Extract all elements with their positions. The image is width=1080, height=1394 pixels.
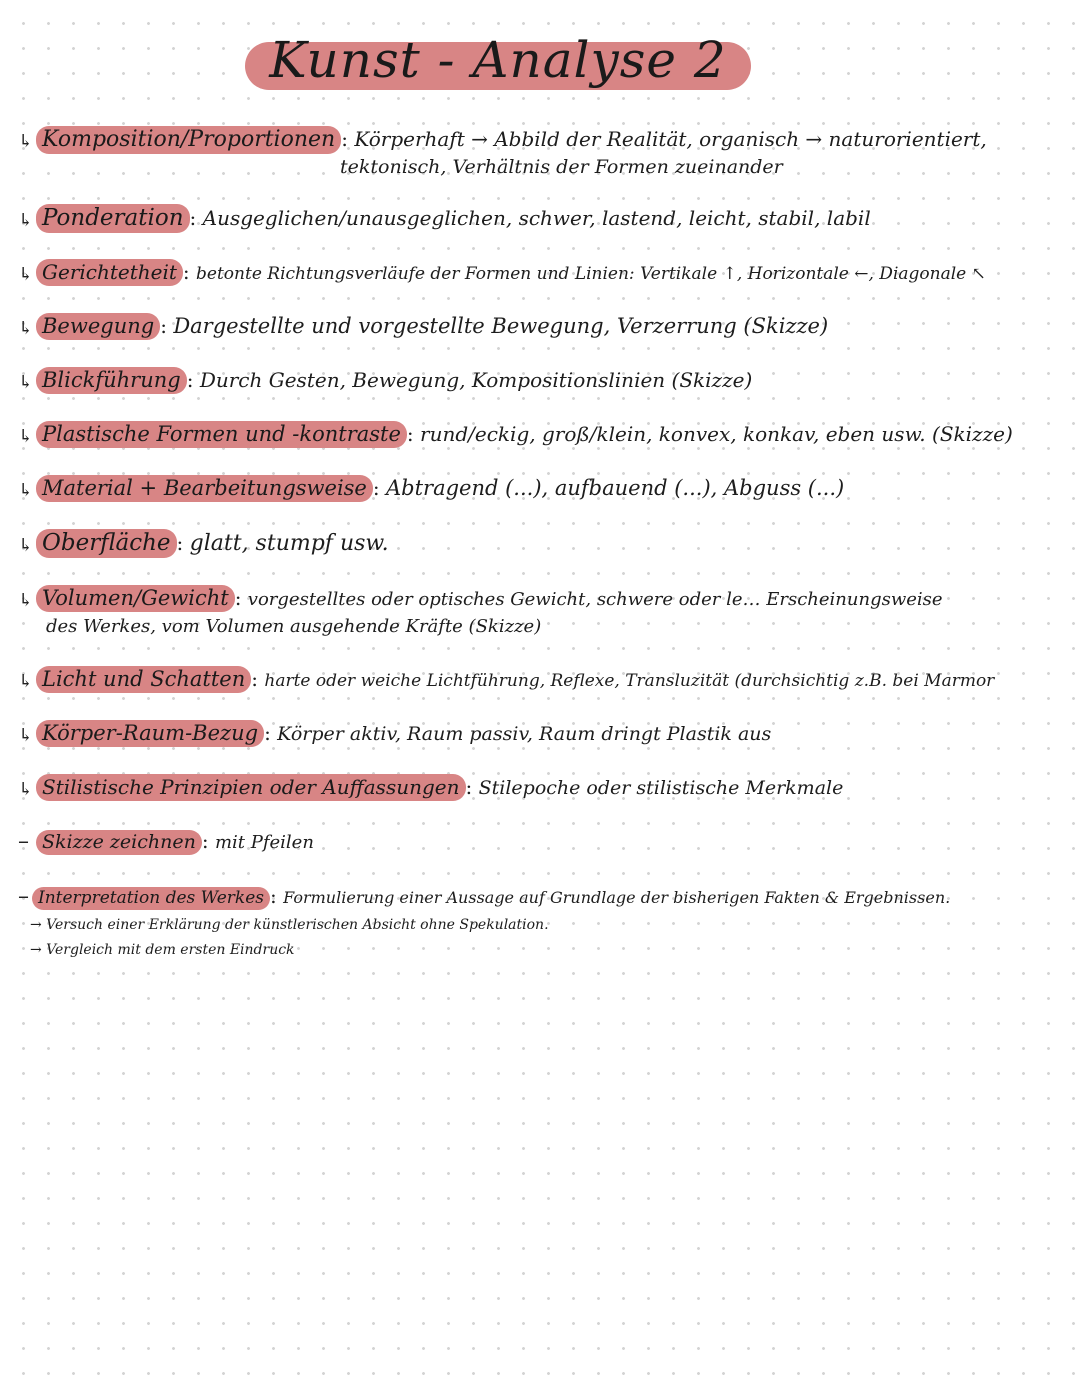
list-item-komposition: ↳ Komposition/Proportionen : Körperhaft → Abbild der Realität, organisch → naturorientiert,: [18, 127, 987, 152]
subpoint-item: → Versuch einer Erklärung der künstlerischen Absicht ohne Spekulation.: [30, 917, 549, 933]
item-text: Körperhaft → Abbild der Realität, organisch → naturorientiert,: [354, 127, 987, 151]
list-item-material: ↳ Material + Bearbeitungsweise : Abtragend (...), aufbauend (...), Abguss (...): [18, 476, 845, 501]
item-continuation: des Werkes, vom Volumen ausgehende Kräfte (Skizze): [46, 616, 542, 637]
item-text: rund/eckig, groß/klein, konvex, konkav, eben usw. (Skizze): [420, 422, 1013, 446]
item-label: Skizze zeichnen: [36, 830, 202, 855]
list-item-koerper-raum-bezug: ↳ Körper-Raum-Bezug : Körper aktiv, Raum passiv, Raum dringt Plastik aus: [18, 721, 772, 746]
item-continuation: tektonisch, Verhältnis der Formen zueinander: [340, 156, 783, 178]
item-label: Bewegung: [36, 313, 160, 340]
list-item-bewegung: ↳ Bewegung : Dargestellte und vorgestellte Bewegung, Verzerrung (Skizze): [18, 314, 829, 339]
list-item-blickfuehrung: ↳ Blickführung : Durch Gesten, Bewegung, Kompositionslinien (Skizze): [18, 368, 753, 393]
corner-arrow-icon: ↳: [18, 671, 34, 692]
list-item-oberflaeche: ↳ Oberfläche : glatt, stumpf usw.: [18, 530, 389, 556]
item-label: Plastische Formen und -kontraste: [36, 421, 407, 448]
item-text: Formulierung einer Aussage auf Grundlage der bisherigen Fakten & Ergebnissen.: [283, 888, 951, 907]
item-label: Volumen/Gewicht: [36, 585, 235, 612]
list-item-licht-schatten: ↳ Licht und Schatten : harte oder weiche Lichtführung, Reflexe, Transluzität (durchsichtig z.B. bei Marmor: [18, 667, 995, 692]
corner-arrow-icon: ↳: [18, 318, 34, 339]
item-text: Durch Gesten, Bewegung, Kompositionslinien (Skizze): [199, 368, 753, 392]
item-label: Blickführung: [36, 367, 187, 394]
dash-bullet: –: [18, 829, 29, 854]
item-text: Stilepoche oder stilistische Merkmale: [478, 777, 844, 799]
title-highlight: [245, 31, 751, 90]
item-text: glatt, stumpf usw.: [189, 531, 389, 556]
item-label: Licht und Schatten: [36, 666, 251, 693]
corner-arrow-icon: ↳: [18, 131, 34, 152]
item-text: Abtragend (...), aufbauend (...), Abguss (...): [385, 476, 845, 500]
item-text: Körper aktiv, Raum passiv, Raum dringt Plastik aus: [277, 723, 772, 745]
corner-arrow-icon: ↳: [18, 210, 34, 231]
list-item-gerichtetheit: ↳ Gerichtetheit : betonte Richtungsverläufe der Formen und Linien: Vertikale ↑, Horizontale ←, Diagonale ↖: [18, 260, 986, 285]
corner-arrow-icon: ↳: [18, 535, 34, 556]
item-label: Körper-Raum-Bezug: [36, 720, 264, 747]
list-item-stilistische-prinzipien: ↳ Stilistische Prinzipien oder Auffassungen : Stilepoche oder stilistische Merkmale: [18, 775, 844, 800]
subpoint-item: → Vergleich mit dem ersten Eindruck: [30, 942, 295, 958]
corner-arrow-icon: ↳: [18, 372, 34, 393]
list-item-ponderation: ↳ Ponderation : Ausgeglichen/unausgeglichen, schwer, lastend, leicht, stabil, labil: [18, 205, 871, 231]
dash-bullet: –: [18, 884, 29, 909]
item-label: Ponderation: [36, 204, 190, 233]
list-item-skizze: – Skizze zeichnen : mit Pfeilen: [18, 829, 314, 854]
item-label: Interpretation des Werkes: [32, 887, 270, 910]
page-title: Kunst - Analyse 2: [269, 31, 727, 89]
corner-arrow-icon: ↳: [18, 426, 34, 447]
list-item-interpretation: – Interpretation des Werkes : Formulierung einer Aussage auf Grundlage der bisherigen Fakten & Ergebnissen.: [18, 884, 951, 909]
corner-arrow-icon: ↳: [18, 480, 34, 501]
corner-arrow-icon: ↳: [18, 725, 34, 746]
corner-arrow-icon: ↳: [18, 590, 34, 611]
item-text: harte oder weiche Lichtführung, Reflexe, Transluzität (durchsichtig z.B. bei Marmor: [264, 671, 995, 691]
list-item-plastische-formen: ↳ Plastische Formen und -kontraste : rund/eckig, groß/klein, konvex, konkav, eben usw. (Skizze): [18, 422, 1013, 447]
item-text: betonte Richtungsverläufe der Formen und Linien: Vertikale ↑, Horizontale ←, Diagonale ↖: [196, 264, 986, 284]
corner-arrow-icon: ↳: [18, 264, 34, 285]
item-label: Material + Bearbeitungsweise: [36, 475, 373, 502]
list-item-volumen: ↳ Volumen/Gewicht : vorgestelltes oder optisches Gewicht, schwere oder le… Erscheinungsweise: [18, 586, 943, 611]
corner-arrow-icon: ↳: [18, 779, 34, 800]
item-text: mit Pfeilen: [214, 832, 314, 853]
item-label: Gerichtetheit: [36, 259, 183, 286]
item-label: Oberfläche: [36, 529, 177, 558]
item-label: Stilistische Prinzipien oder Auffassungen: [36, 774, 466, 801]
item-text: vorgestelltes oder optisches Gewicht, schwere oder le… Erscheinungsweise: [247, 589, 943, 610]
item-text: Ausgeglichen/unausgeglichen, schwer, lastend, leicht, stabil, labil: [202, 206, 871, 230]
item-label: Komposition/Proportionen: [36, 126, 341, 154]
item-text: Dargestellte und vorgestellte Bewegung, Verzerrung (Skizze): [173, 314, 829, 338]
